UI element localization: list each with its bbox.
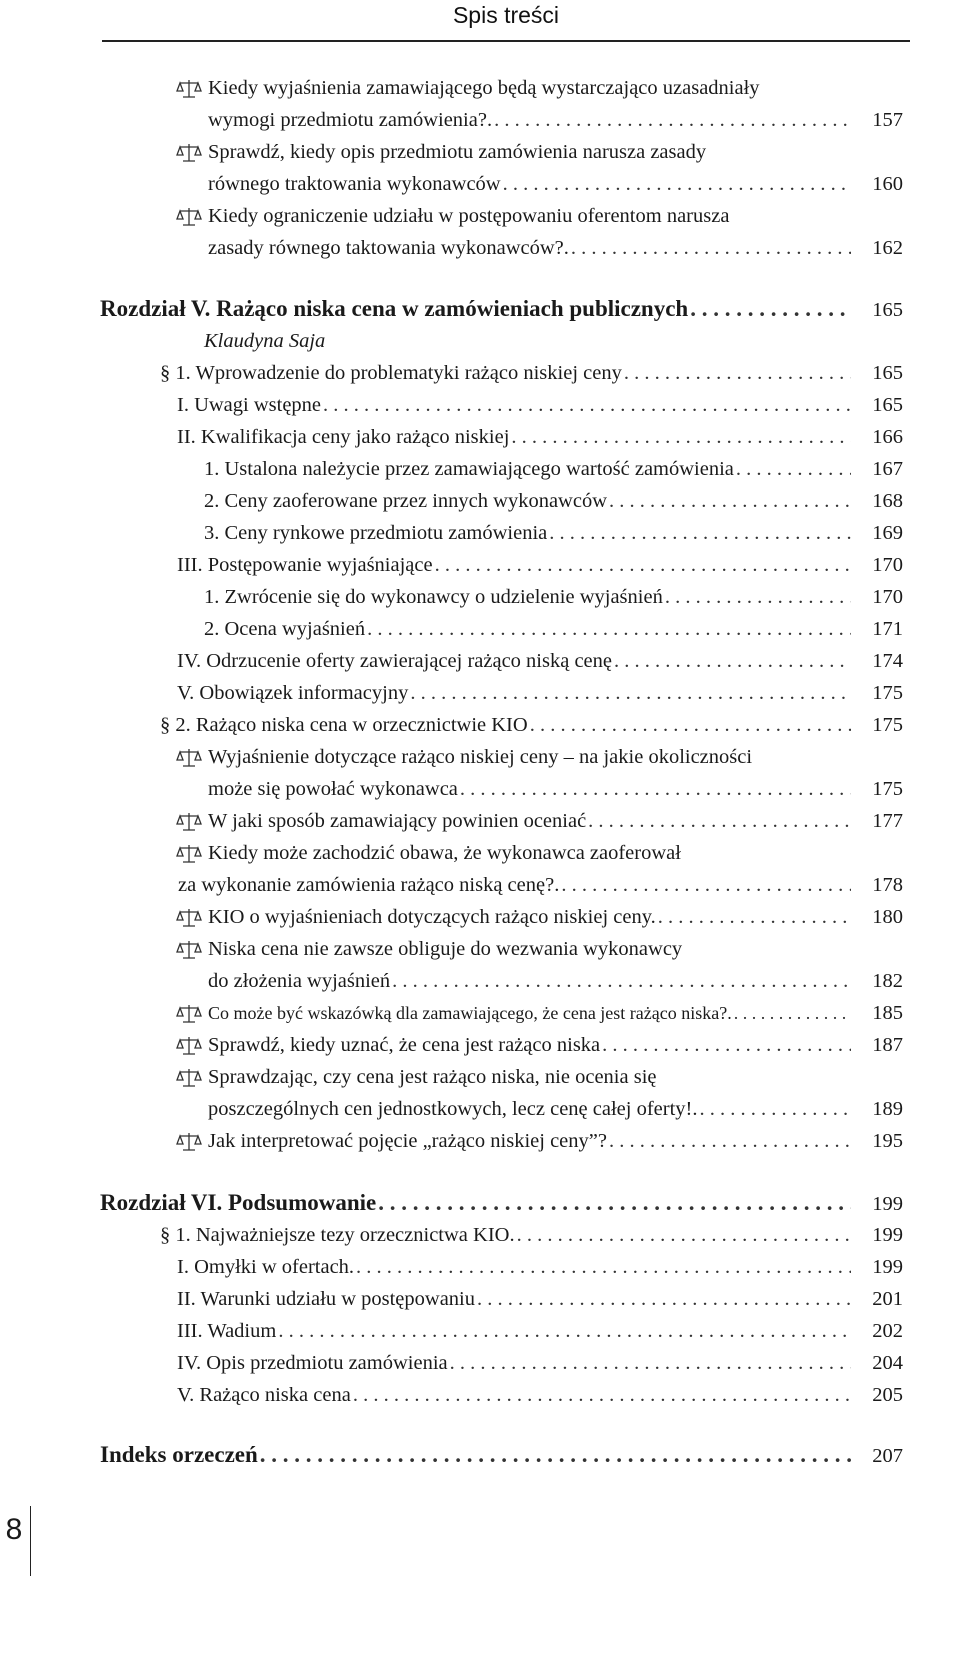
toc-entry-title: III. Postępowanie wyjaśniające (177, 554, 433, 576)
toc-page-number: 195 (872, 1130, 903, 1152)
toc-entry-title: Sprawdź, kiedy opis przedmiotu zamówienia narusza zasady (208, 141, 707, 163)
toc-page-number: 162 (872, 237, 903, 259)
scales-of-justice-icon (176, 78, 202, 100)
toc-entry-title: § 2. Rażąco niska cena w orzecznictwie KIO (160, 714, 528, 736)
toc-entry (177, 678, 903, 708)
toc-page-number: 199 (872, 1193, 903, 1215)
toc-entry (208, 806, 903, 836)
dot-leader (517, 1220, 851, 1250)
toc-page-number: 189 (872, 1098, 903, 1120)
toc-entry-title: III. Wadium (177, 1320, 277, 1342)
toc-entry (177, 1252, 903, 1282)
dot-leader (477, 1284, 851, 1314)
dot-leader (367, 614, 851, 644)
scales-of-justice-icon (176, 747, 202, 769)
toc-entry (208, 1030, 903, 1060)
toc-entry (208, 742, 903, 772)
toc-entry (160, 710, 903, 740)
toc-entry (177, 390, 903, 420)
toc-page-number: 178 (872, 874, 903, 896)
toc-entry (208, 934, 903, 964)
toc-page-number: 157 (872, 109, 903, 131)
toc-entry-title: za wykonanie zamówienia rażąco niską cenę?. (178, 874, 560, 896)
dot-leader (549, 518, 851, 548)
dot-leader (665, 582, 851, 612)
dot-leader (278, 1316, 851, 1346)
toc-entry-title: Klaudyna Saja (204, 330, 326, 352)
toc-entry-title: Kiedy ograniczenie udziału w postępowaniu oferentom narusza (208, 205, 730, 227)
toc-author (204, 326, 903, 356)
toc-page-number: 182 (872, 970, 903, 992)
toc-entry (160, 1220, 903, 1250)
toc-entry-title: Sprawdź, kiedy uznać, że cena jest rażąco niska (208, 1034, 601, 1056)
toc-entry-title: IV. Opis przedmiotu zamówienia (177, 1352, 448, 1374)
toc-page-number: 167 (872, 458, 903, 480)
toc-entry (208, 137, 903, 167)
toc-entry (208, 998, 903, 1028)
toc-entry (178, 870, 903, 900)
toc-entry-title: I. Omyłki w ofertach. (177, 1256, 355, 1278)
dot-leader (435, 550, 851, 580)
toc-entry-title: KIO o wyjaśnieniach dotyczących rażąco niskiej ceny. (208, 906, 656, 928)
dot-leader (571, 233, 851, 263)
toc-entry-title: V. Rażąco niska cena (177, 1384, 351, 1406)
toc-entry (177, 1284, 903, 1314)
toc-entry (177, 1348, 903, 1378)
toc-page-number: 177 (872, 810, 903, 832)
dot-leader (494, 105, 851, 135)
scales-of-justice-icon (176, 843, 202, 865)
dot-leader (658, 902, 851, 932)
page-number: 8 (5, 1513, 23, 1546)
toc-entry-title: Kiedy może zachodzić obawa, że wykonawca zaoferował (208, 842, 681, 864)
toc-page-number: 205 (872, 1384, 903, 1406)
toc-page-number: 180 (872, 906, 903, 928)
toc-entry-title: W jaki sposób zamawiający powinien oceniać (208, 810, 587, 832)
toc-page-number: 170 (872, 586, 903, 608)
toc-entry (208, 233, 903, 263)
toc-entry (204, 518, 903, 548)
toc-entry-title: II. Kwalifikacja ceny jako rażąco niskiej (177, 426, 510, 448)
toc-entry (177, 646, 903, 676)
dot-leader (260, 1440, 851, 1470)
toc-entry-title: poszczególnych cen jednostkowych, lecz cenę całej oferty!. (208, 1098, 698, 1120)
toc-chapter-entry (100, 1440, 903, 1470)
toc-entry-title: może się powołać wykonawca (208, 778, 458, 800)
toc-entry (208, 902, 903, 932)
toc-entry-title: Wyjaśnienie dotyczące rażąco niskiej ceny – na jakie okoliczności (208, 746, 753, 768)
dot-leader (511, 422, 851, 452)
toc-entry (208, 169, 903, 199)
toc-entry-title: Indeks orzeczeń (100, 1442, 258, 1467)
toc-entry (208, 73, 903, 103)
toc-page-number: 175 (872, 714, 903, 736)
toc-page-number: 165 (872, 299, 903, 321)
toc-chapter-entry (100, 294, 903, 324)
toc-entry-title: Sprawdzając, czy cena jest rażąco niska, nie ocenia się (208, 1066, 657, 1088)
dot-leader (323, 390, 851, 420)
toc-page-number: 175 (872, 682, 903, 704)
toc-entry-title: 2. Ceny zaoferowane przez innych wykonawców (204, 490, 608, 512)
toc-entry (208, 966, 903, 996)
toc-entry-title: Niska cena nie zawsze obliguje do wezwania wykonawcy (208, 938, 683, 960)
toc-entry-title: równego traktowania wykonawców (208, 173, 501, 195)
toc-entry-title: 2. Ocena wyjaśnień (204, 618, 366, 640)
dot-leader (736, 454, 851, 484)
toc-entry (208, 105, 903, 135)
toc-entry-title: do złożenia wyjaśnień (208, 970, 391, 992)
dot-leader (602, 1030, 851, 1060)
dot-leader (450, 1348, 851, 1378)
toc-entry-title: § 1. Wprowadzenie do problematyki rażąco niskiej ceny (160, 362, 622, 384)
toc-page-number: 207 (872, 1445, 903, 1467)
toc-page-number: 175 (872, 778, 903, 800)
dot-leader (561, 870, 851, 900)
dot-leader (460, 774, 851, 804)
toc-entry-title: V. Obowiązek informacyjny (177, 682, 409, 704)
scales-of-justice-icon (176, 811, 202, 833)
toc-entry (177, 1316, 903, 1346)
dot-leader (614, 646, 851, 676)
toc-page-number: 170 (872, 554, 903, 576)
toc-entry-title: I. Uwagi wstępne (177, 394, 322, 416)
dot-leader (410, 678, 851, 708)
dot-leader (378, 1188, 851, 1218)
dot-leader (609, 1126, 851, 1156)
toc-entry-title: Kiedy wyjaśnienia zamawiającego będą wystarczająco uzasadniały (208, 77, 760, 99)
toc-entry-title: IV. Odrzucenie oferty zawierającej rażąco niską cenę (177, 650, 612, 672)
toc-entry-title: Co może być wskazówką dla zamawiającego, że cena jest rażąco niska?. (208, 1003, 732, 1023)
toc-entry (177, 422, 903, 452)
toc-entry (208, 1062, 903, 1092)
dot-leader (734, 998, 851, 1028)
toc-entry (204, 582, 903, 612)
toc-entry (208, 201, 903, 231)
dot-leader (392, 966, 851, 996)
scales-of-justice-icon (176, 142, 202, 164)
toc-page-number: 165 (872, 362, 903, 384)
scales-of-justice-icon (176, 206, 202, 228)
dot-leader (353, 1380, 851, 1410)
toc-entry (208, 1094, 903, 1124)
scales-of-justice-icon (176, 907, 202, 929)
toc-entry-title: Rozdział V. Rażąco niska cena w zamówieniach publicznych (100, 296, 689, 321)
dot-leader (503, 169, 851, 199)
dot-leader (530, 710, 851, 740)
toc-page-number: 199 (872, 1224, 903, 1246)
toc-entry (208, 1126, 903, 1156)
toc-entry (204, 454, 903, 484)
toc-entry-title: II. Warunki udziału w postępowaniu (177, 1288, 476, 1310)
dot-leader (690, 294, 851, 324)
toc-entry-title: wymogi przedmiotu zamówienia?. (208, 109, 493, 131)
dot-leader (609, 486, 851, 516)
toc-entry-title: Jak interpretować pojęcie „rażąco niskiej ceny”? (208, 1130, 607, 1152)
toc-entry-title: 3. Ceny rynkowe przedmiotu zamówienia (204, 522, 548, 544)
scales-of-justice-icon (176, 939, 202, 961)
toc-page-number: 171 (872, 618, 903, 640)
toc-page-number: 166 (872, 426, 903, 448)
toc-entry (204, 614, 903, 644)
toc-page-number: 185 (872, 1002, 903, 1024)
toc-page-number: 165 (872, 394, 903, 416)
toc-entry (177, 1380, 903, 1410)
toc-page-number: 174 (872, 650, 903, 672)
toc-entry-title: 1. Ustalona należycie przez zamawiającego wartość zamówienia (204, 458, 734, 480)
scales-of-justice-icon (176, 1067, 202, 1089)
toc-entry-title: § 1. Najważniejsze tezy orzecznictwa KIO. (160, 1224, 515, 1246)
toc-page-number: 187 (872, 1034, 903, 1056)
toc-entry (208, 838, 903, 868)
toc-entry-title: zasady równego taktowania wykonawców?. (208, 237, 569, 259)
page-title: Spis treści (452, 2, 560, 28)
dot-leader (588, 806, 851, 836)
scales-of-justice-icon (176, 1035, 202, 1057)
toc-entry (160, 358, 903, 388)
scales-of-justice-icon (176, 1131, 202, 1153)
toc-page-number: 204 (872, 1352, 903, 1374)
toc-entry (204, 486, 903, 516)
dot-leader (624, 358, 851, 388)
toc-chapter-entry (100, 1188, 903, 1218)
toc-page-number: 202 (872, 1320, 903, 1342)
toc-page-number: 160 (872, 173, 903, 195)
dot-leader (700, 1094, 852, 1124)
toc-entry (177, 550, 903, 580)
toc-page-number: 199 (872, 1256, 903, 1278)
toc-entry-title: 1. Zwrócenie się do wykonawcy o udzielenie wyjaśnień (204, 586, 663, 608)
toc-page-number: 168 (872, 490, 903, 512)
scales-of-justice-icon (176, 1003, 202, 1025)
dot-leader (356, 1252, 851, 1282)
toc-page-number: 201 (872, 1288, 903, 1310)
toc-entry (208, 774, 903, 804)
toc-page-number: 169 (872, 522, 903, 544)
toc-entry-title: Rozdział VI. Podsumowanie (100, 1190, 377, 1215)
